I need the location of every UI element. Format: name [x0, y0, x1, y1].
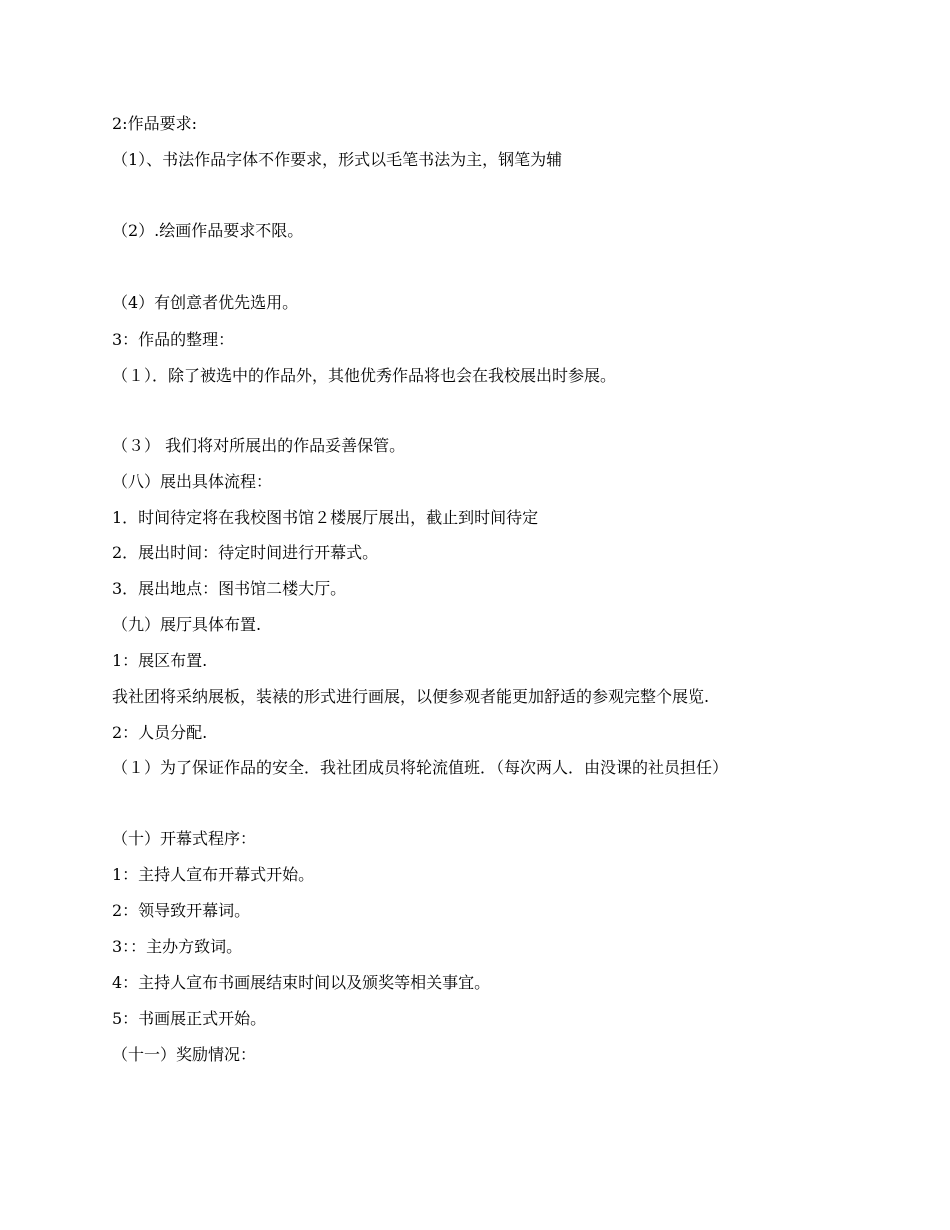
text-line: （八）展出具体流程： — [112, 472, 273, 491]
text-line: 4：主持人宣布书画展结束时间以及颁奖等相关事宜。 — [112, 973, 491, 992]
text-line: （2）.绘画作品要求不限。 — [112, 221, 304, 240]
text-line: （十一）奖励情况： — [112, 1045, 257, 1064]
text-line: 2．展出时间：待定时间进行开幕式。 — [112, 543, 379, 562]
text-line: （九）展厅具体布置. — [112, 615, 262, 634]
text-line: 5：书画展正式开始。 — [112, 1009, 267, 1028]
text-line: （１）．除了被选中的作品外，其他优秀作品将也会在我校展出时参展。 — [112, 366, 617, 385]
text-line: 1．时间待定将在我校图书馆２楼展厅展出，截止到时间待定 — [112, 508, 539, 527]
text-line: （十）开幕式程序： — [112, 829, 257, 848]
text-line: 3：作品的整理： — [112, 330, 235, 349]
text-line: 我社团将采纳展板，装裱的形式进行画展，以便参观者能更加舒适的参观完整个展览. — [112, 687, 710, 706]
text-line: 2:作品要求: — [112, 114, 197, 133]
text-line: 2：人员分配. — [112, 723, 208, 742]
text-line: 1：展区布置. — [112, 651, 208, 670]
text-line: （4）有创意者优先选用。 — [112, 293, 299, 312]
text-line: 3．展出地点：图书馆二楼大厅。 — [112, 579, 347, 598]
text-line: （1）、书法作品字体不作要求，形式以毛笔书法为主，钢笔为辅 — [112, 150, 563, 169]
text-line: （１）为了保证作品的安全．我社团成员将轮流值班．（每次两人．由没课的社员担任） — [112, 758, 729, 777]
text-line: （３） 我们将对所展出的作品妥善保管。 — [112, 436, 406, 455]
text-line: 3：：主办方致词。 — [112, 937, 243, 956]
text-line: 1：主持人宣布开幕式开始。 — [112, 865, 315, 884]
text-line: 2：领导致开幕词。 — [112, 901, 251, 920]
